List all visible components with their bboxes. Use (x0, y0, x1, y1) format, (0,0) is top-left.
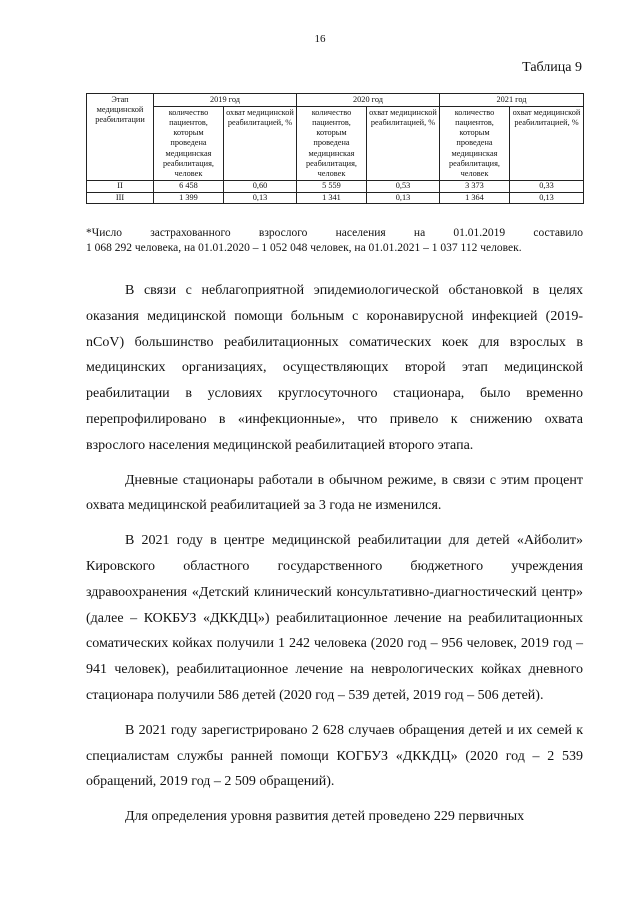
stage-cell: III (87, 192, 154, 204)
coverage-cell: 0,13 (224, 192, 297, 204)
stage-cell: II (87, 180, 154, 192)
table-header-row (87, 94, 584, 107)
coverage-cell: 0,13 (367, 192, 440, 204)
coverage-header: охват медицинской реабилитацией, % (224, 107, 297, 181)
coverage-cell: 0,60 (224, 180, 297, 192)
table-footnote (86, 226, 583, 256)
footnote-line: 1 068 292 человека, на 01.01.2020 – 1 052 048 человек, на 01.01.2021 – 1 037 112 человек. (86, 242, 522, 254)
count-cell: 1 364 (440, 192, 510, 204)
count-header: количество пациентов, которым проведена медицинская реабилитация, человек (154, 107, 224, 181)
table-caption: Таблица 9 (522, 60, 582, 75)
coverage-cell: 0,13 (510, 192, 584, 204)
paragraph: Для определения уровня развития детей проведено 229 первичных (125, 809, 525, 825)
count-header: количество пациентов, которым проведена медицинская реабилитация, человек (440, 107, 510, 181)
paragraph: В связи с неблагоприятной эпидемиологической обстановкой в целях оказания медицинской помощи больным с коронавирусной инфекцией (2019-nCoV) большинство реабилитационных соматических коек для взрослых в медицинских организациях, осуществляющих второй этап медицинской реабилитации в условиях круглосуточного стационара, было временно перепрофилировано в «инфекционные», что привело к снижению охвата взрослого населения медицинской реабилитацией второго этапа. (86, 283, 583, 453)
page-number: 16 (314, 33, 326, 45)
count-cell: 6 458 (154, 180, 224, 192)
count-header: количество пациентов, которым проведена медицинская реабилитация, человек (297, 107, 367, 181)
year-header-2021: 2021 год (440, 94, 584, 107)
rehabilitation-table (86, 93, 584, 204)
count-cell: 5 559 (297, 180, 367, 192)
paragraph: Дневные стационары работали в обычном режиме, в связи с этим процент охвата медицинской реабилитацией за 3 года не изменился. (86, 472, 583, 514)
paragraph: В 2021 году зарегистрировано 2 628 случаев обращения детей и их семей к специалистам службы ранней помощи КОГБУЗ «ДККДЦ» (2020 год – 2 539 обращений, 2019 год – 2 509 обращений). (86, 722, 583, 790)
table-subheader-row (87, 107, 584, 181)
body-text (86, 278, 583, 839)
count-cell: 1 341 (297, 192, 367, 204)
table-row (87, 180, 584, 192)
year-header-2020: 2020 год (297, 94, 440, 107)
coverage-header: охват медицинской реабилитацией, % (367, 107, 440, 181)
table-row (87, 192, 584, 204)
stage-header: Этап медицинской реабилитации (87, 94, 154, 181)
coverage-header: охват медицинской реабилитацией, % (510, 107, 584, 181)
count-cell: 3 373 (440, 180, 510, 192)
coverage-cell: 0,53 (367, 180, 440, 192)
count-cell: 1 399 (154, 192, 224, 204)
year-header-2019: 2019 год (154, 94, 297, 107)
paragraph: В 2021 году в центре медицинской реабилитации для детей «Айболит» Кировского областного государственного бюджетного учреждения здравоохранения «Детский клинический консультативно-диагностический центр» (далее – КОКБУЗ «ДККДЦ») реабилитационное лечение на реабилитационных соматических койках получили 1 242 человека (2020 год – 956 человек, 2019 год – 941 человек), реабилитационное лечение на неврологических койках дневного стационара получили 586 детей (2020 год – 539 детей, 2019 год – 506 детей). (86, 533, 583, 703)
footnote-line: *Число застрахованного взрослого населения на 01.01.2019 составило (86, 227, 583, 239)
coverage-cell: 0,33 (510, 180, 584, 192)
